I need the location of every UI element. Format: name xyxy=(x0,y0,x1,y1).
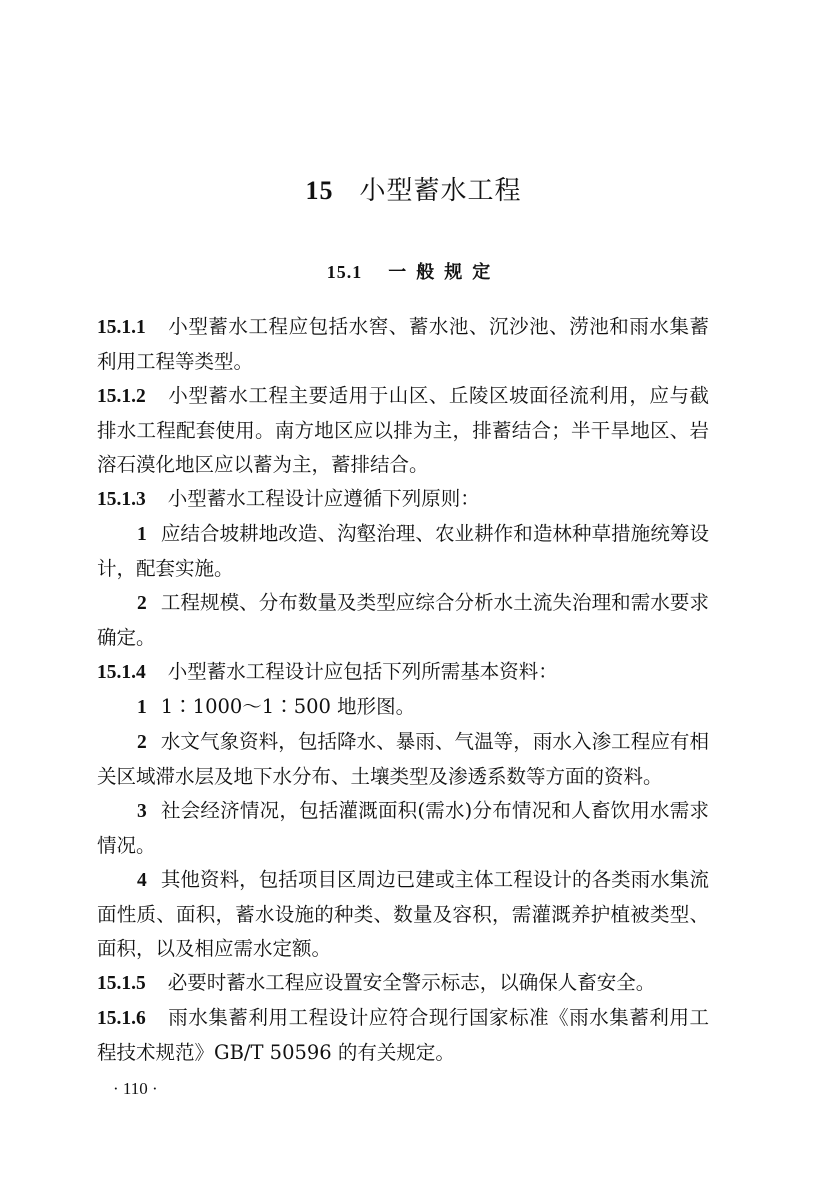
item-number: 1 xyxy=(137,524,147,545)
clause-number: 15.1.5 xyxy=(97,973,146,994)
clause-number: 15.1.6 xyxy=(97,1008,146,1029)
clause-item xyxy=(97,725,709,794)
clause-item xyxy=(97,863,709,966)
clause-item xyxy=(97,517,709,586)
clause-text: 雨水集蓄利用工程设计应符合现行国家标准《雨水集蓄利用工程技术规范》GB/T 50596 的有关规定。 xyxy=(97,1006,709,1064)
section-number: 15.1 xyxy=(326,262,363,282)
clause-15-1-5 xyxy=(97,966,709,1001)
clause-15-1-1 xyxy=(97,310,709,379)
chapter-title xyxy=(0,170,827,207)
clause-item xyxy=(97,690,709,725)
clause-number: 15.1.2 xyxy=(97,386,146,407)
item-text: 工程规模、分布数量及类型应综合分析水土流失治理和需水要求确定。 xyxy=(97,591,709,649)
clause-number: 15.1.3 xyxy=(97,489,146,510)
item-number: 4 xyxy=(137,870,147,891)
item-text: 水文气象资料，包括降水、暴雨、气温等，雨水入渗工程应有相关区域滞水层及地下水分布、土壤类型及渗透系数等方面的资料。 xyxy=(97,730,709,788)
clause-text: 小型蓄水工程设计应遵循下列原则： xyxy=(167,487,480,510)
section-title xyxy=(0,258,827,284)
clause-text: 小型蓄水工程设计应包括下列所需基本资料： xyxy=(167,660,558,683)
item-text: 社会经济情况，包括灌溉面积(需水)分布情况和人畜饮用水需求情况。 xyxy=(97,799,709,857)
item-text: 1∶1000～1∶500 地形图。 xyxy=(160,695,416,718)
clause-15-1-4 xyxy=(97,655,709,690)
item-number: 1 xyxy=(137,697,147,718)
clause-15-1-6 xyxy=(97,1001,709,1070)
chapter-number: 15 xyxy=(305,176,334,205)
clause-item xyxy=(97,586,709,655)
clause-number: 15.1.4 xyxy=(97,662,146,683)
item-number: 2 xyxy=(137,732,147,753)
clause-text: 小型蓄水工程主要适用于山区、丘陵区坡面径流利用，应与截排水工程配套使用。南方地区应以排为主，排蓄结合；半干旱地区、岩溶石漠化地区应以蓄为主，蓄排结合。 xyxy=(97,384,709,476)
clause-15-1-3 xyxy=(97,482,709,517)
item-number: 2 xyxy=(137,593,147,614)
clause-item xyxy=(97,794,709,863)
clause-text: 小型蓄水工程应包括水窖、蓄水池、沉沙池、涝池和雨水集蓄利用工程等类型。 xyxy=(97,315,709,373)
chapter-title-text: 小型蓄水工程 xyxy=(359,176,522,206)
section-title-text: 一般规定 xyxy=(388,262,501,283)
clause-text: 必要时蓄水工程应设置安全警示标志，以确保人畜安全。 xyxy=(167,971,656,994)
clause-number: 15.1.1 xyxy=(97,317,146,338)
item-text: 其他资料，包括项目区周边已建或主体工程设计的各类雨水集流面性质、面积，蓄水设施的种类、数量及容积，需灌溉养护植被类型、面积，以及相应需水定额。 xyxy=(97,868,709,960)
item-text: 应结合坡耕地改造、沟壑治理、农业耕作和造林种草措施统筹设计，配套实施。 xyxy=(97,522,709,580)
clause-15-1-2 xyxy=(97,379,709,482)
document-body xyxy=(97,310,709,1070)
item-number: 3 xyxy=(137,801,147,822)
page-number: · 110 · xyxy=(113,1079,158,1098)
